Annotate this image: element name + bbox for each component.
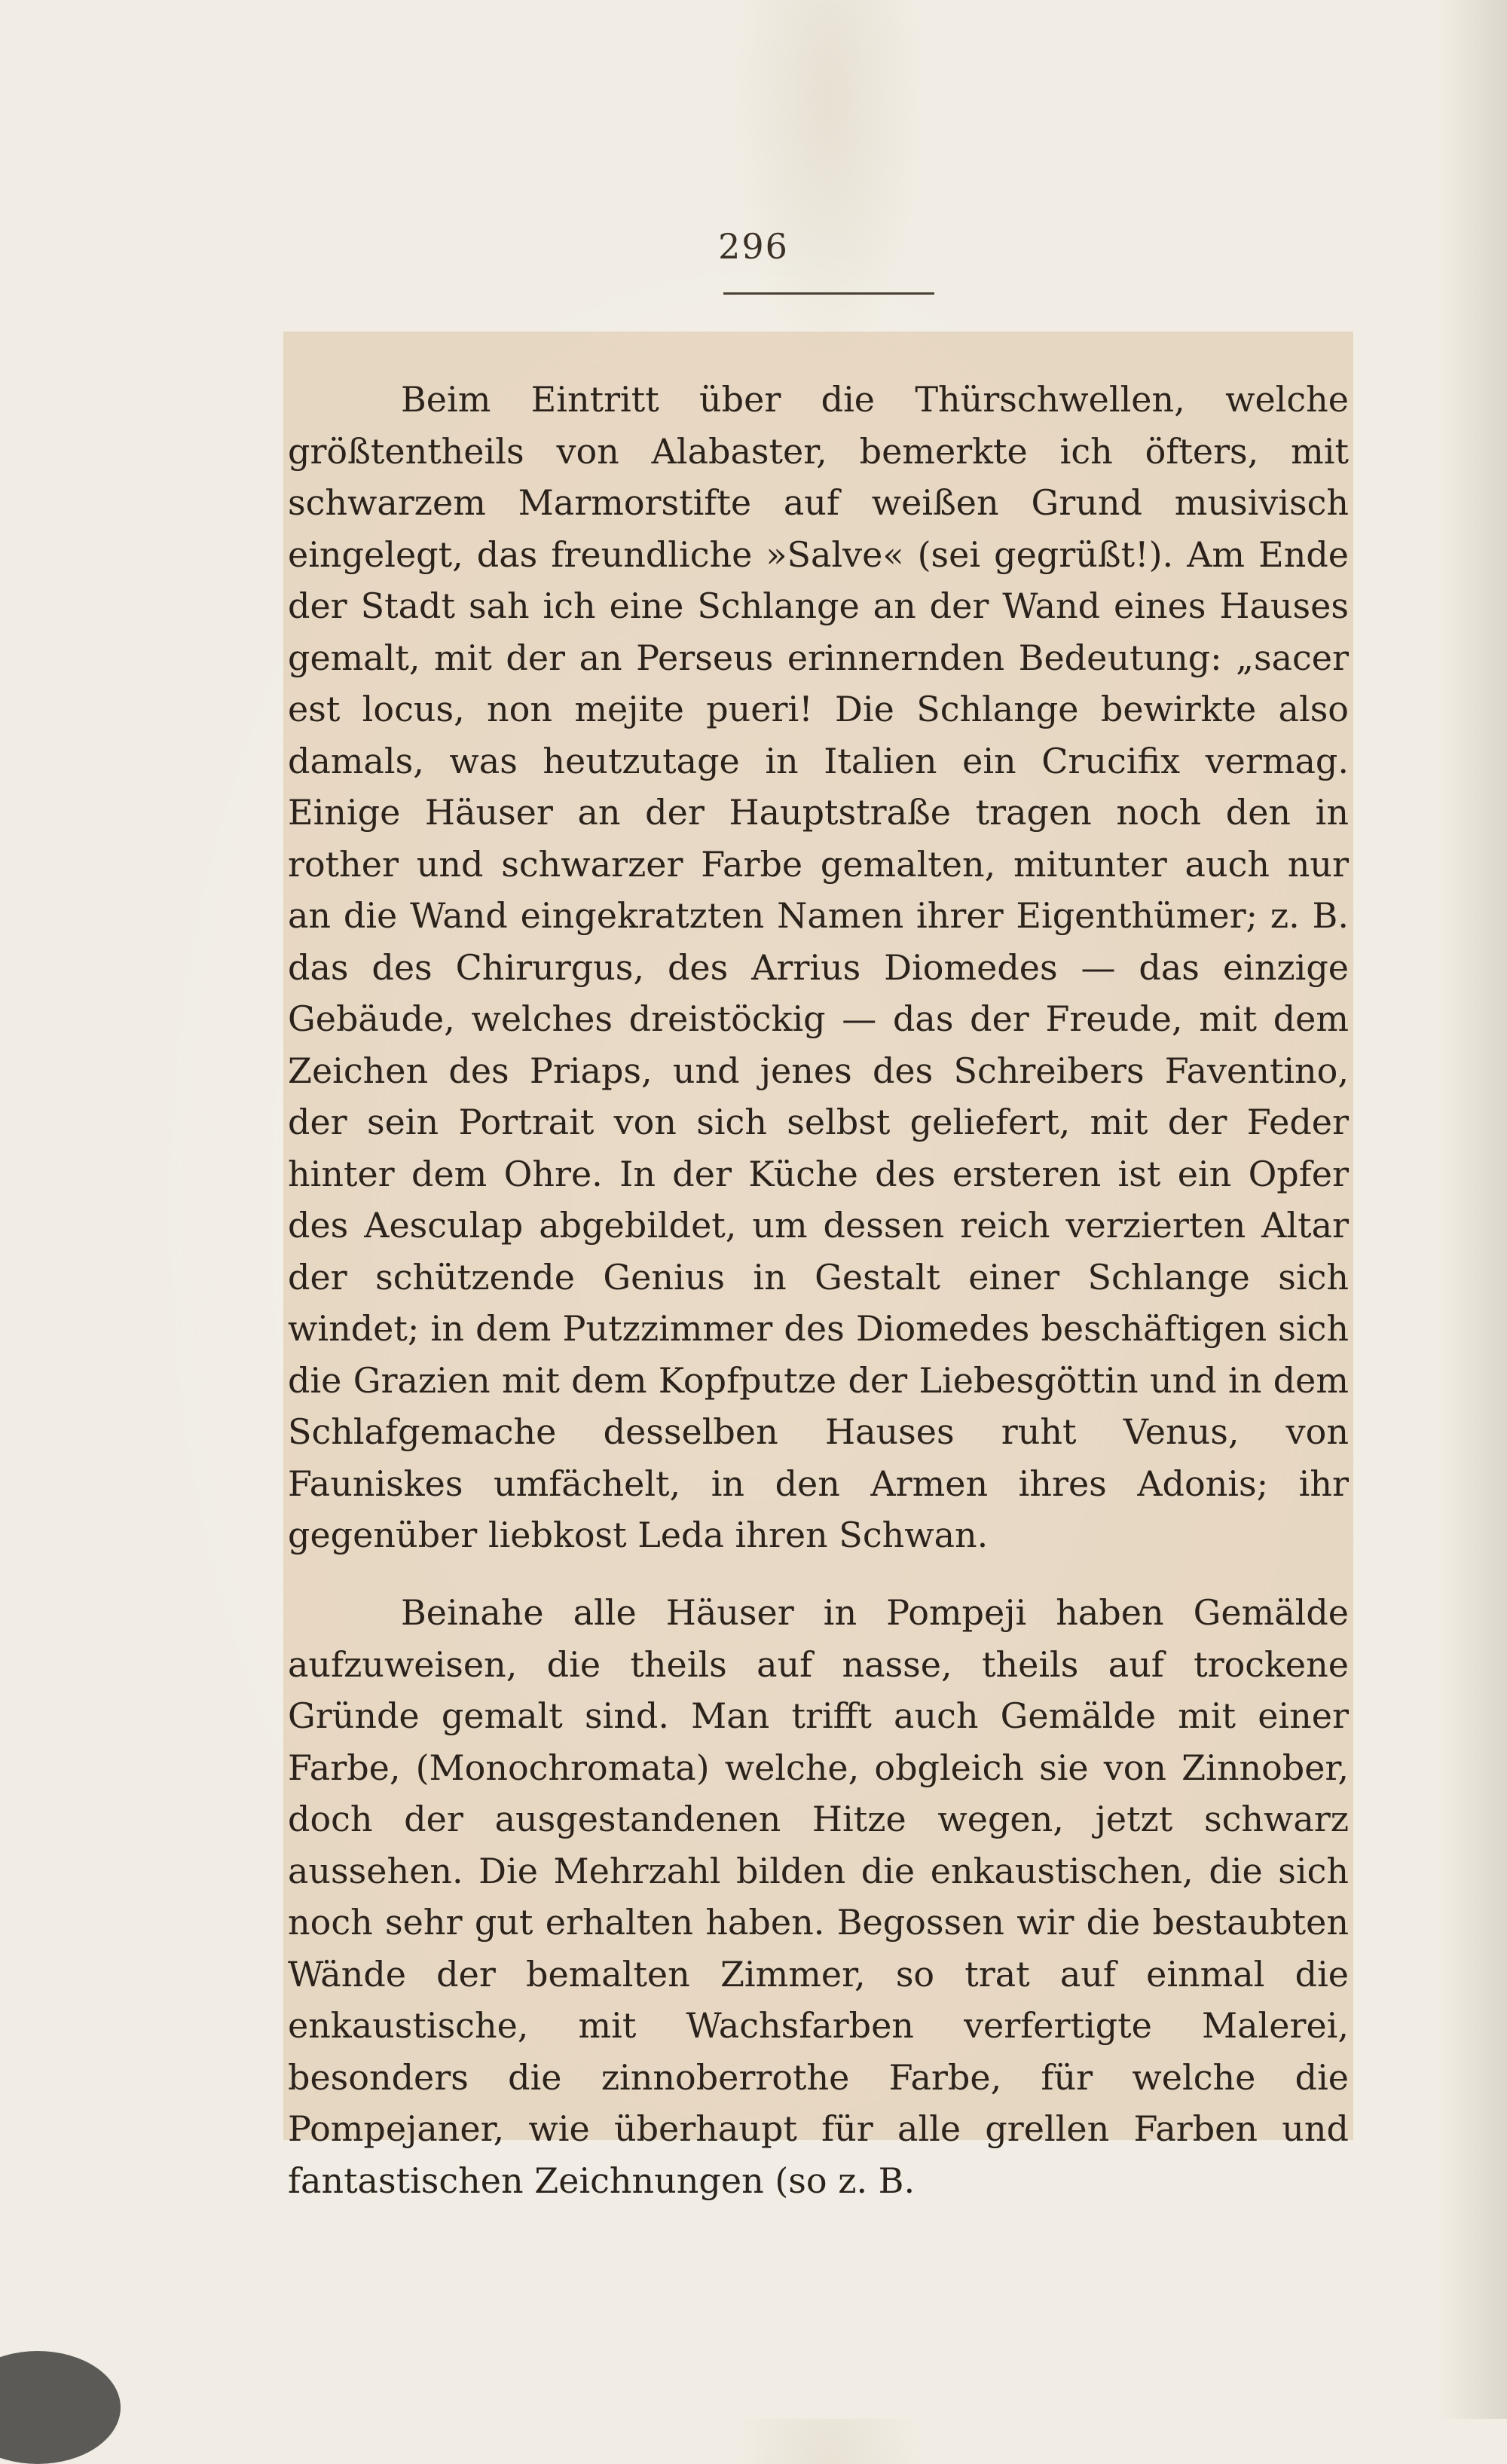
page-gutter-shadow	[1439, 0, 1507, 2419]
paragraph-2: Beinahe alle Häuser in Pompeji haben Gemälde aufzuweisen, die theils auf nasse, theils auf trockene Gründe gemalt sind. Man trifft auch Gemälde mit einer Farbe, (Monochromata) welche, obgleich sie von Zinnober, doch der ausgestandenen Hitze wegen, jetzt schwarz aussehen. Die Mehrzahl bilden die enkaustischen, die sich noch sehr gut erhalten haben. Begossen wir die bestaubten Wände der bemalten Zimmer, so trat auf einmal die enkaustische, mit Wachsfarben verfertigte Malerei, besonders die zinnoberrothe Farbe, für welche die Pompejaner, wie überhaupt für alle grellen Farben und fantastischen Zeichnungen (so z. B.	[288, 1592, 1349, 2201]
header-rule	[723, 292, 934, 295]
scanner-corner-shadow	[0, 2351, 121, 2464]
paragraph-1: Beim Eintritt über die Thürschwellen, welche größtentheils von Alabaster, bemerkte ich öfters, mit schwarzem Marmorstifte auf weißen Grund musivisch eingelegt, das freundliche »Salve« (sei gegrüßt!). Am Ende der Stadt sah ich eine Schlange an der Wand eines Hauses gemalt, mit der an Perseus erinnernden Bedeutung: „sacer est locus, non mejite pueri! Die Schlange bewirkte also damals, was heutzutage in Italien ein Crucifix vermag. Einige Häuser an der Hauptstraße tragen noch den in rother und schwarzer Farbe gemalten, mitunter auch nur an die Wand eingekratzten Namen ihrer Eigenthümer; z. B. das des Chirurgus, des Arrius Diomedes — das einzige Gebäude, welches dreistöckig — das der Freude, mit dem Zeichen des Priaps, und jenes des Schreibers Faventino, der sein Portrait von sich selbst geliefert, mit der Feder hinter dem Ohre. In der Küche des ersteren ist ein Opfer des Aesculap abgebildet, um dessen reich verzierten Altar der schützende Genius in Gestalt einer Schlange sich windet; in dem Putzzimmer des Diomedes beschäftigen sich die Grazien mit dem Kopfputze der Liebesgöttin und in dem Schlafgemache desselben Hauses ruht Venus, von Fauniskes umfächelt, in den Armen ihres Adonis; ihr gegenüber liebkost Leda ihren Schwan.	[288, 379, 1349, 1555]
page-number: 296	[718, 226, 789, 267]
